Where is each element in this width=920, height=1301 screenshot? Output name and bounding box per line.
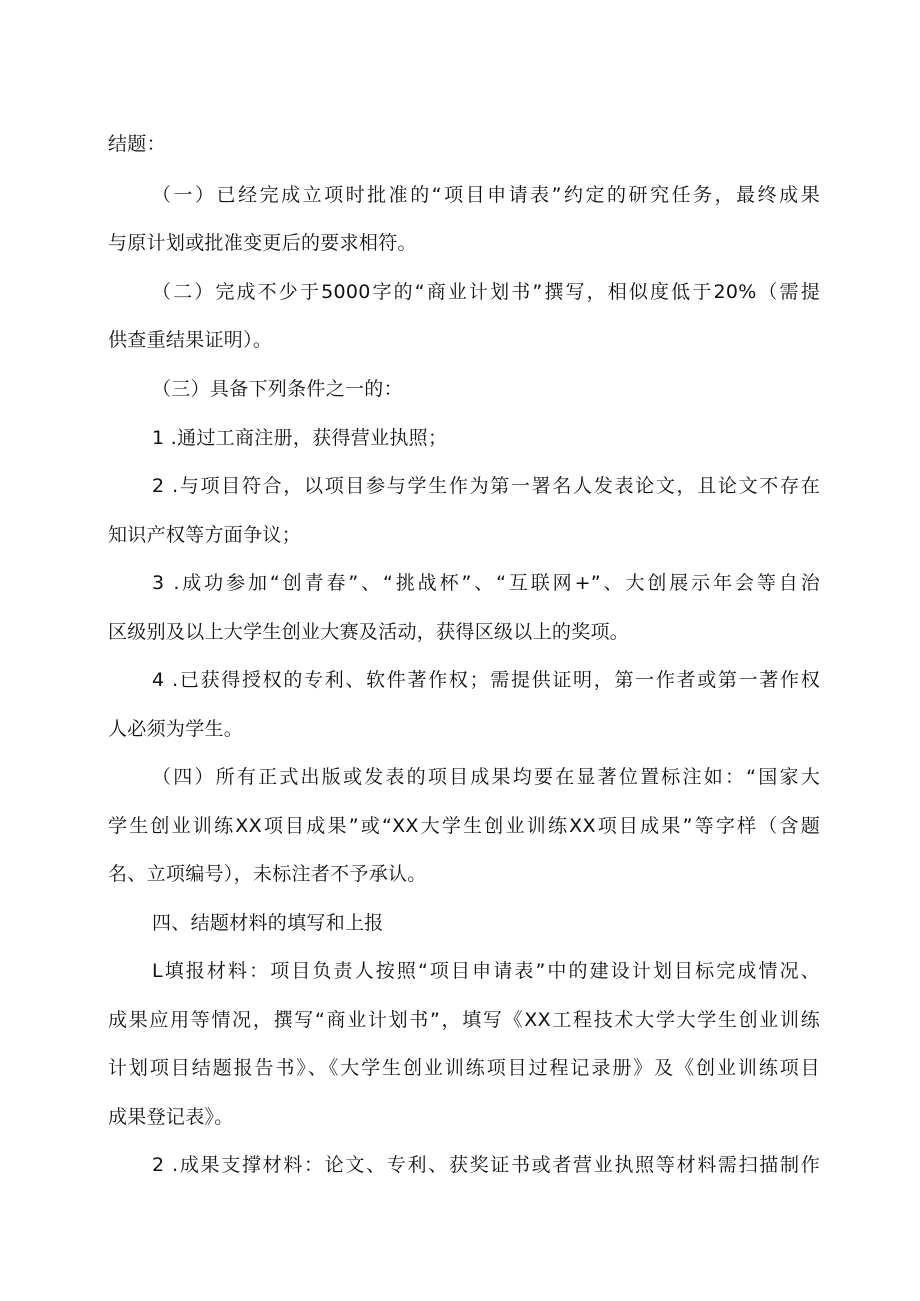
paragraph-line: 成果应用等情况，撰写“商业计划书”，填写《XX工程技术大学大学生创业训练 — [108, 1009, 820, 1031]
list-item: 4 .已获得授权的专利、软件著作权；需提供证明，第一作者或第一著作权 — [152, 669, 820, 691]
list-item: 2 .成果支撑材料：论文、专利、获奖证书或者营业执照等材料需扫描制作 — [152, 1154, 820, 1176]
paragraph-line: 与原计划或批准变更后的要求相符。 — [108, 232, 417, 254]
paragraph-line: 结题： — [108, 133, 166, 155]
paragraph-line: 成果登记表》。 — [108, 1106, 234, 1128]
paragraph-line: 计划项目结题报告书》、《大学生创业训练项目过程记录册》及《创业训练项目 — [108, 1057, 820, 1079]
paragraph-line: 学生创业训练XX项目成果”或“XX大学生创业训练XX项目成果”等字样（含题 — [108, 815, 820, 837]
paragraph-line: 人必须为学生。 — [108, 718, 244, 740]
paragraph-line: （四）所有正式出版或发表的项目成果均要在显著位置标注如：“国家大 — [152, 766, 820, 788]
paragraph-line: （一）已经完成立项时批准的“项目申请表”约定的研究任务，最终成果 — [152, 184, 820, 206]
paragraph-line: （三）具备下列条件之一的： — [152, 378, 403, 400]
paragraph-line: 区级别及以上大学生创业大赛及活动，获得区级以上的奖项。 — [108, 621, 630, 643]
paragraph-line: 名、立项编号），未标注者不予承认。 — [108, 863, 427, 885]
paragraph-line: （二）完成不少于5000字的“商业计划书”撰写，相似度低于20%（需提 — [152, 281, 820, 303]
list-item: 1 .通过工商注册，获得营业执照； — [152, 427, 448, 449]
paragraph-line: L填报材料：项目负责人按照“项目申请表”中的建设计划目标完成情况、 — [152, 960, 820, 982]
paragraph-line: 供查重结果证明）。 — [108, 329, 273, 351]
paragraph-line: 知识产权等方面争议； — [108, 524, 302, 546]
section-heading: 四、结题材料的填写和上报 — [152, 912, 384, 934]
list-item: 2 .与项目符合，以项目参与学生作为第一署名人发表论文，且论文不存在 — [152, 475, 820, 497]
list-item: 3 .成功参加“创青春”、“挑战杯”、“互联网+”、大创展示年会等自治 — [152, 572, 820, 594]
